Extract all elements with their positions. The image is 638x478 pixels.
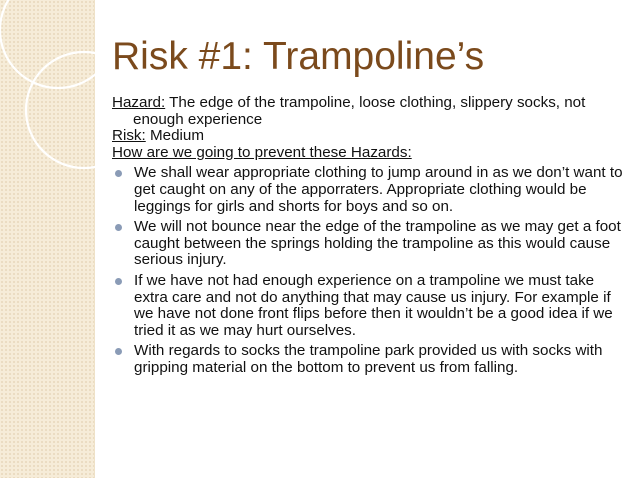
hazard-text: The edge of the trampoline, loose clothing, slippery socks, not enough experience	[133, 94, 586, 128]
risk-line	[112, 128, 624, 145]
prevent-heading: How are we going to prevent these Hazards:	[112, 143, 412, 161]
prevention-list	[112, 165, 624, 376]
list-item	[112, 273, 624, 339]
bullet-icon	[115, 348, 122, 355]
hazard-label: Hazard:	[112, 94, 166, 111]
bullet-text: If we have not had enough experience on a trampoline we must take extra care and not do anything that may cause us injury. For example if we have not done front flips before then it wouldn’t be a good idea if we tried it as we may hurt ourselves.	[134, 271, 613, 339]
bullet-icon	[115, 170, 122, 177]
slide-title: Risk #1: Trampoline’s	[112, 35, 485, 78]
bullet-text: We will not bounce near the edge of the trampoline as we may get a foot caught between the springs holding the trampoline as this would cause serious injury.	[134, 218, 621, 269]
list-item	[112, 219, 624, 269]
bullet-icon	[115, 224, 122, 231]
risk-label: Risk:	[112, 127, 146, 145]
list-item	[112, 343, 624, 376]
bullet-text: We shall wear appropriate clothing to jump around in as we don’t want to get caught on any of the apporraters. Appropriate clothing would be leggings for girls and shorts for boys and so on.	[134, 164, 623, 215]
hazard-line	[112, 95, 624, 128]
list-item	[112, 165, 624, 215]
bullet-icon	[115, 278, 122, 285]
slide-body	[112, 95, 624, 377]
risk-text: Medium	[145, 127, 204, 145]
bullet-text: With regards to socks the trampoline park provided us with socks with gripping material on the bottom to prevent us from falling.	[134, 342, 603, 376]
